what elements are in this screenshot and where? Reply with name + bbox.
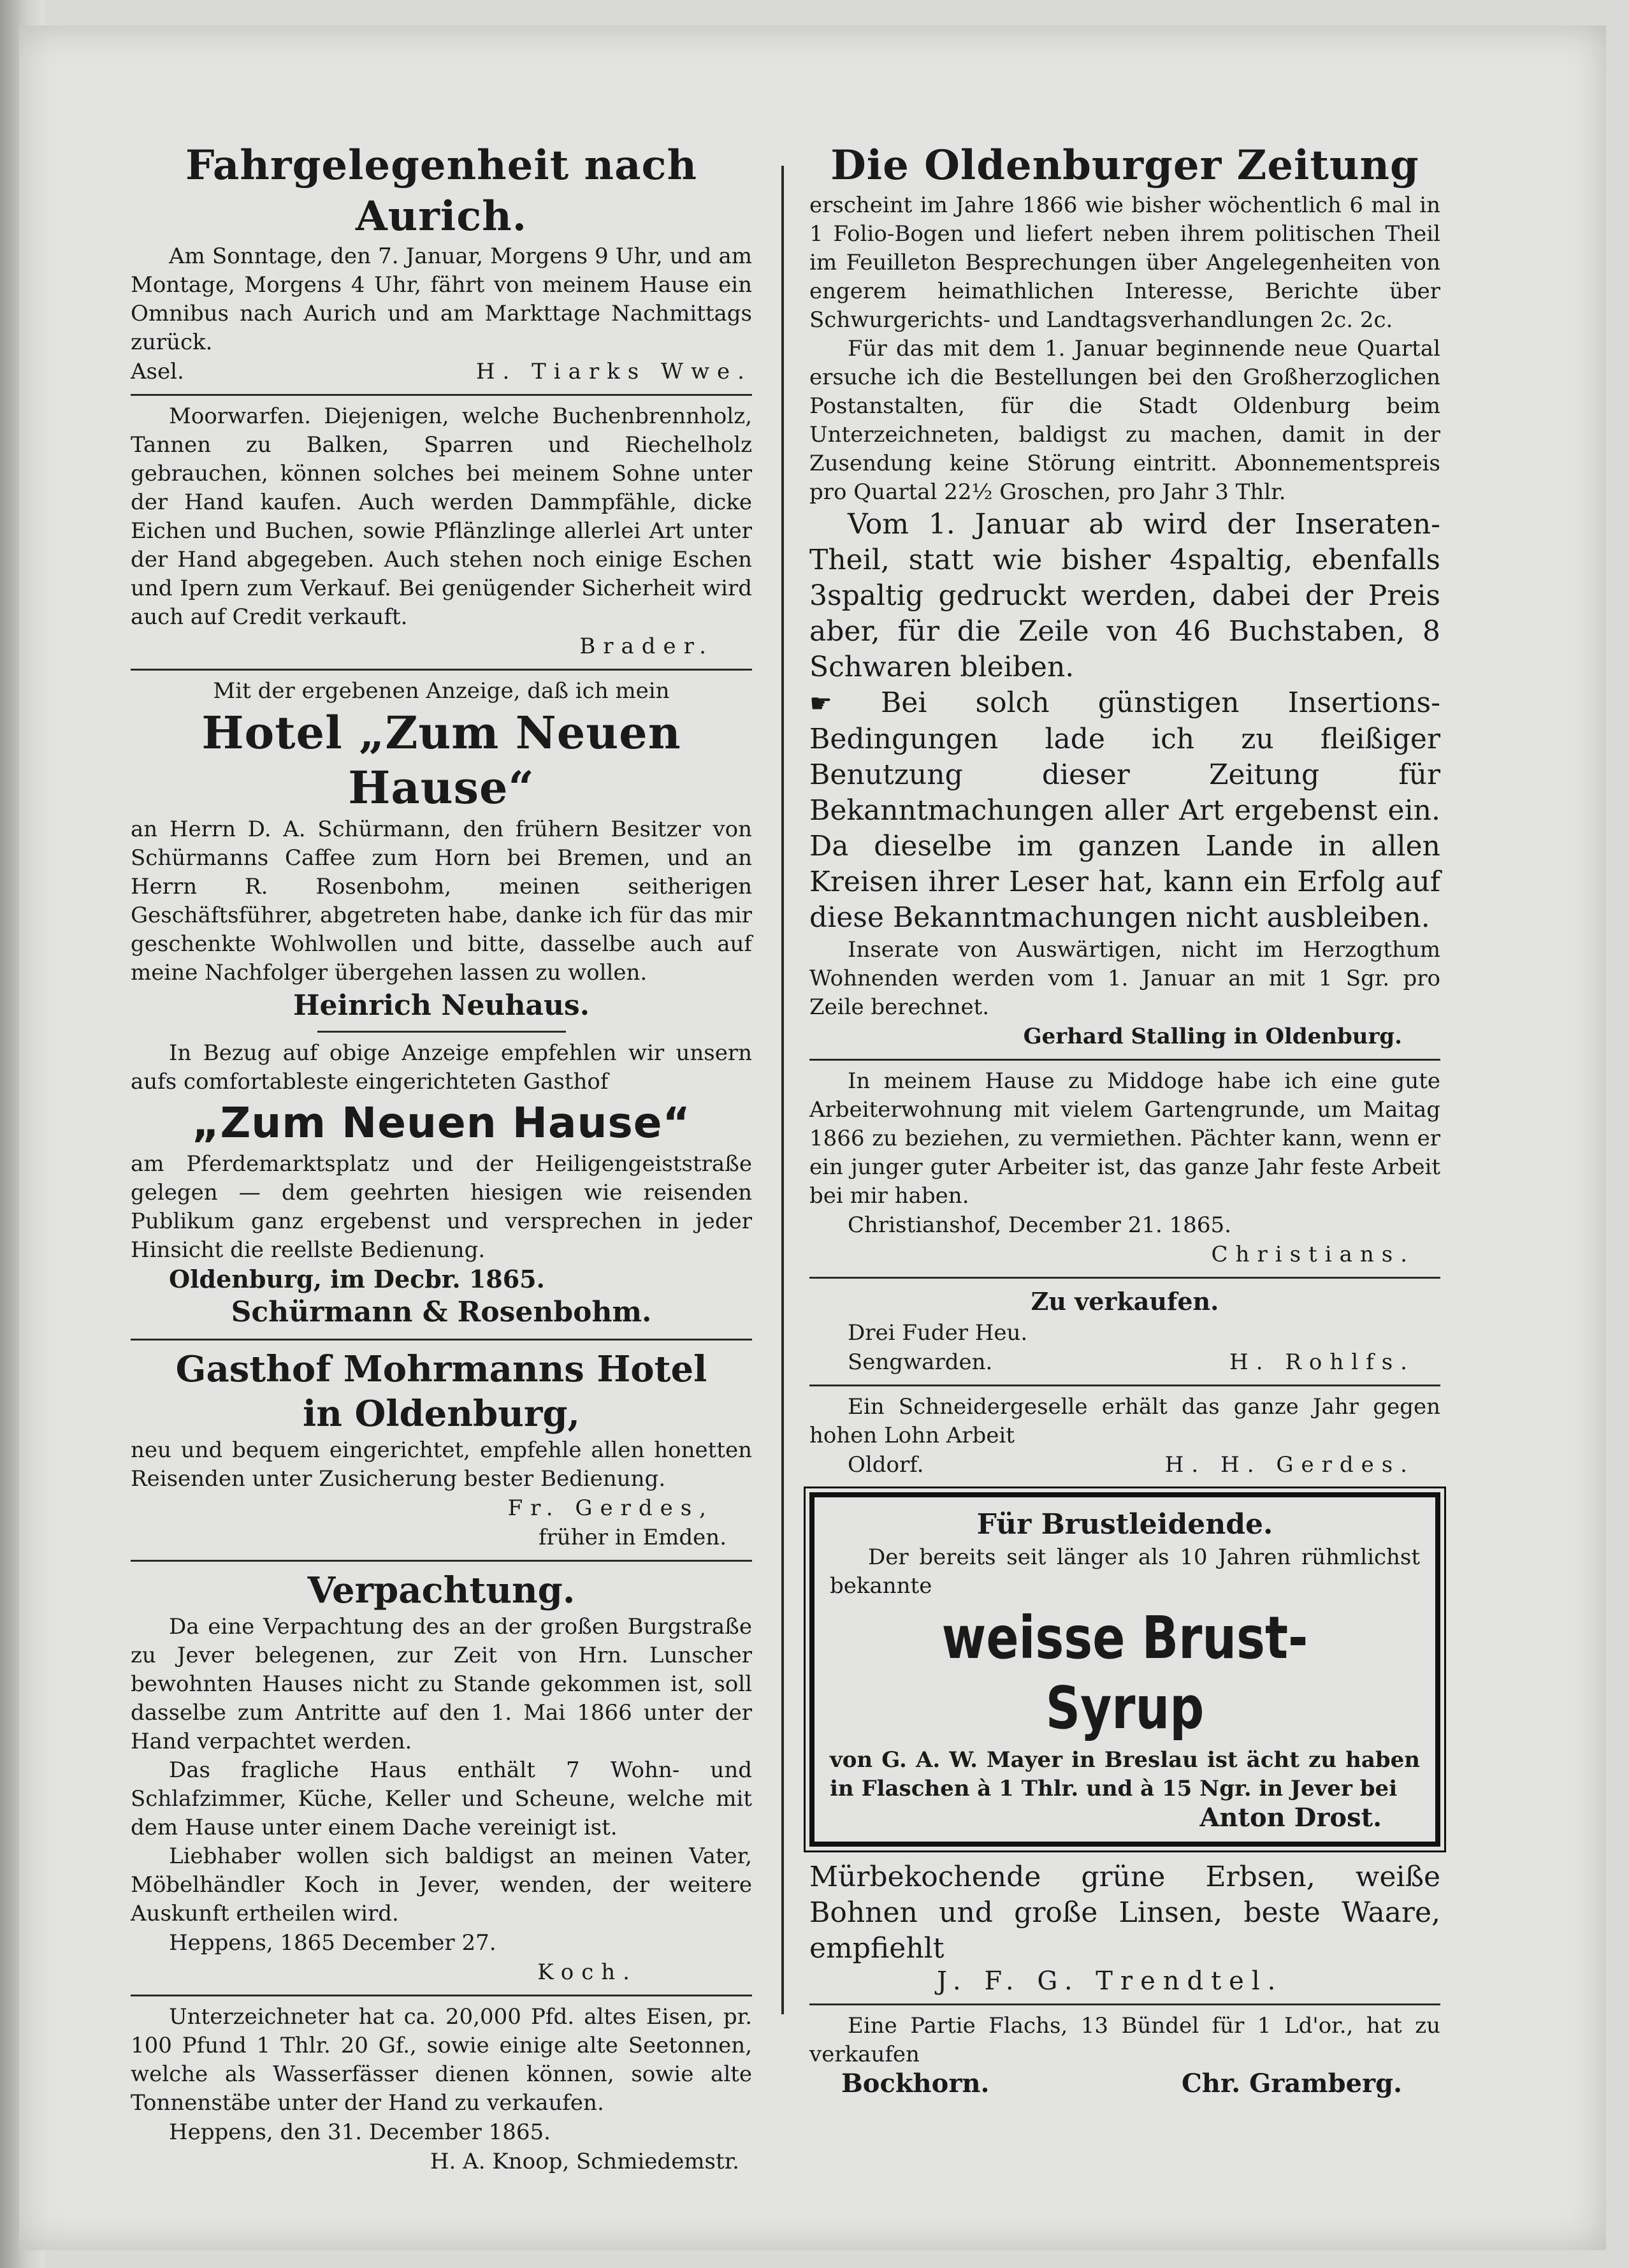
- ad-body: Bei solch günstigen Insertions-Bedingungen lade ich zu fleißiger Benutzung dieser Zeitung für Bekanntmachungen aller Art ergebenst ein. Da dieselbe im ganzen Lande in allen Kreisen ihrer Leser hat, kann ein Erfolg auf diese Bekanntmachungen nicht ausbleiben.: [809, 687, 1440, 934]
- ad-signature: Gerhard Stalling in Oldenburg.: [1023, 1024, 1402, 1049]
- left-column: [131, 140, 752, 2176]
- ad-body: Der bereits seit länger als 10 Jahren rühmlichst bekannte: [830, 1545, 1420, 1599]
- ad-body: Vom 1. Januar ab wird der Inseraten-Theil, statt wie bisher 4spaltig, ebenfalls 3spaltig gedruckt werden, dabei der Preis aber, für die Zeile von 46 Buchstaben, 8 Schwaren bleiben.: [809, 508, 1440, 683]
- ad-signature: H. H. Gerdes.: [1164, 1452, 1415, 1478]
- ad-signature: Heinrich Neuhaus.: [293, 989, 590, 1022]
- ad-title: in Oldenburg,: [302, 1393, 581, 1435]
- ad-signature: Anton Drost.: [1199, 1803, 1382, 1833]
- ad-moorwarfen: [131, 402, 752, 661]
- ad-body: von G. A. W. Mayer in Breslau ist ächt zu haben in Flaschen à 1 Thlr. und à 15 Ngr. in Jever bei: [830, 1747, 1420, 1801]
- ad-flachs: [809, 2012, 1440, 2098]
- right-column: [809, 140, 1440, 2098]
- ad-zu-verkaufen: [809, 1285, 1440, 1377]
- product-name: weisse Brust-Syrup: [941, 1604, 1308, 1742]
- ad-body: Da eine Verpachtung des an der großen Burgstraße zu Jever belegenen, zur Zeit von Hrn. Lunscher bewohnten Hauses nicht zu Stande gekommen ist, soll dasselbe zum Antritte auf den 1. Mai 1866 unter der Hand verpachtet werden.: [131, 1614, 752, 1754]
- ad-place: Oldorf.: [848, 1452, 924, 1478]
- ad-schneidergeselle: [809, 1393, 1440, 1479]
- ad-body: Unterzeichneter hat ca. 20,000 Pfd. altes Eisen, pr. 100 Pfund 1 Thlr. 20 Gf., sowie einige alte Seetonnen, welche als Wasserfässer dienen können, sowie alte Tonnenstäbe unter der Hand zu verkaufen.: [131, 2004, 752, 2116]
- ad-eisen: [131, 2003, 752, 2176]
- separator-rule: [809, 1385, 1440, 1386]
- ad-body: Inserate von Auswärtigen, nicht im Herzogthum Wohnenden werden vom 1. Januar an mit 1 Sgr. pro Zeile berechnet.: [809, 937, 1440, 1020]
- separator-rule: [809, 2003, 1440, 2005]
- ad-body: Drei Fuder Heu.: [848, 1320, 1028, 1346]
- ad-title: Gasthof Mohrmanns Hotel: [175, 1348, 707, 1390]
- ad-title: Fahrgelegenheit nach Aurich.: [185, 142, 698, 240]
- ad-signature: Fr. Gerdes,: [507, 1495, 714, 1521]
- ad-signature: J. F. G. Trendtel.: [937, 1966, 1284, 1996]
- ad-signature-sub: früher in Emden.: [538, 1525, 727, 1550]
- ad-signature: H. Rohlfs.: [1229, 1349, 1415, 1375]
- ad-body: In meinem Hause zu Middoge habe ich eine gute Arbeiterwohnung mit vielem Gartengrunde, um Maitag 1866 zu beziehen, zu vermiethen. Pächter kann, wenn er ein junger guter Arbeiter ist, das ganze Jahr feste Arbeit bei mir haben.: [809, 1068, 1440, 1209]
- ad-hotel-neuen-hause: [131, 677, 752, 1331]
- separator-rule: [131, 669, 752, 671]
- separator-rule: [317, 1031, 566, 1033]
- ad-title: „Zum Neuen Hause“: [192, 1098, 691, 1147]
- ad-signature: H. Tiarks Wwe.: [475, 359, 752, 384]
- ad-signature: H. A. Knoop, Schmiedemstr.: [430, 2149, 739, 2174]
- separator-rule: [131, 1560, 752, 1562]
- ad-body: Liebhaber wollen sich baldigst an meinen Vater, Möbelhändler Koch in Jever, wenden, der weitere Auskunft ertheilen wird.: [131, 1843, 752, 1926]
- ad-body: Das fragliche Haus enthält 7 Wohn- und Schlafzimmer, Küche, Keller und Scheune, welche mit dem Hause unter einem Dache vereinigt ist.: [131, 1757, 752, 1840]
- ad-title: Für Brustleidende.: [976, 1508, 1273, 1541]
- ad-place: Asel.: [131, 359, 184, 384]
- ad-dateline: Oldenburg, im Decbr. 1865.: [169, 1265, 545, 1293]
- ad-place: Bockhorn.: [841, 2068, 990, 2098]
- ad-brust-syrup-box: [809, 1492, 1440, 1847]
- ad-mohrmanns-hotel: [131, 1347, 752, 1552]
- ad-signature: Christians.: [1211, 1242, 1415, 1267]
- ad-verpachtung: [131, 1568, 752, 1987]
- ad-erbsen: [809, 1859, 1440, 1996]
- ad-fahrgelegenheit: [131, 140, 752, 386]
- separator-rule: [131, 1339, 752, 1341]
- ad-body: In Bezug auf obige Anzeige empfehlen wir unsern aufs comfortableste eingerichteten Gasthof: [131, 1040, 752, 1094]
- ad-title: Die Oldenburger Zeitung: [830, 142, 1419, 189]
- ad-title: Hotel „Zum Neuen Hause“: [201, 706, 681, 814]
- column-divider: [781, 166, 784, 2014]
- ad-signature: Koch.: [537, 1959, 637, 1985]
- ad-body: Eine Partie Flachs, 13 Bündel für 1 Ld'or., hat zu verkaufen: [809, 2013, 1440, 2067]
- ad-body: Mürbekochende grüne Erbsen, weiße Bohnen und große Linsen, beste Waare, empfiehlt: [809, 1861, 1440, 1965]
- ad-title: Zu verkaufen.: [1031, 1287, 1219, 1316]
- pointing-hand-icon: ☛: [809, 689, 832, 718]
- ad-body: Am Sonntage, den 7. Januar, Morgens 9 Uhr, und am Montage, Morgens 4 Uhr, fährt von meinem Hause ein Omnibus nach Aurich und am Markttage Nachmittags zurück.: [131, 244, 752, 355]
- ad-place: Sengwarden.: [848, 1349, 993, 1375]
- ad-body: Moorwarfen. Diejenigen, welche Buchenbrennholz, Tannen zu Balken, Sparren und Riechelholz gebrauchen, können solches bei meinem Sohne unter der Hand kaufen. Auch werden Dammpfähle, dicke Eichen und Buchen, sowie Pflänzlinge allerlei Art unter der Hand abgegeben. Auch stehen noch einige Eschen und Ipern zum Verkauf. Bei genügender Sicherheit wird auch auf Credit verkauft.: [131, 403, 752, 630]
- ad-signature: Brader.: [579, 634, 714, 659]
- ad-title: Verpachtung.: [307, 1569, 576, 1611]
- ad-signature: Schürmann & Rosenbohm.: [231, 1296, 652, 1328]
- ad-body: Für das mit dem 1. Januar beginnende neue Quartal ersuche ich die Bestellungen bei den Großherzoglichen Postanstalten, für die Stadt Oldenburg beim Unterzeichneten, baldigst zu machen, damit in der Zusendung keine Störung eintritt. Abonnementspreis pro Quartal 22½ Groschen, pro Jahr 3 Thlr.: [809, 336, 1440, 505]
- ad-arbeiterwohnung: [809, 1067, 1440, 1269]
- ad-body: am Pferdemarktsplatz und der Heiligengeiststraße gelegen — dem geehrten hiesigen wie reisenden Publikum ganz ergebenst und versprechen in jeder Hinsicht die reellste Bedienung.: [131, 1151, 752, 1263]
- separator-rule: [131, 1995, 752, 1996]
- ad-body: Ein Schneidergeselle erhält das ganze Jahr gegen hohen Lohn Arbeit: [809, 1394, 1440, 1448]
- ad-body: neu und bequem eingerichtet, empfehle allen honetten Reisenden unter Zusicherung bester Bedienung.: [131, 1437, 752, 1492]
- ad-signature: Chr. Gramberg.: [1181, 2068, 1402, 2098]
- separator-rule: [131, 394, 752, 396]
- ad-dateline: Christianshof, December 21. 1865.: [848, 1212, 1231, 1238]
- ad-body: erscheint im Jahre 1866 wie bisher wöchentlich 6 mal in 1 Folio-Bogen und liefert neben ihrem politischen Theil im Feuilleton Besprechungen über Angelegenheiten von engerem heimathlichen Interesse, Berichte über Schwurgerichts- und Landtagsverhandlungen 2c. 2c.: [809, 193, 1440, 333]
- ad-intro: Mit der ergebenen Anzeige, daß ich mein: [213, 678, 670, 704]
- ad-dateline: Heppens, den 31. December 1865.: [169, 2119, 551, 2145]
- ad-oldenburger-zeitung: [809, 140, 1440, 1051]
- separator-rule: [809, 1277, 1440, 1279]
- ad-dateline: Heppens, 1865 December 27.: [169, 1930, 496, 1956]
- separator-rule: [809, 1059, 1440, 1061]
- ad-body: an Herrn D. A. Schürmann, den frühern Besitzer von Schürmanns Caffee zum Horn bei Bremen, und an Herrn R. Rosenbohm, meinen seitherigen Geschäftsführer, abgetreten habe, danke ich für das mir geschenkte Wohlwollen und bitte, dasselbe auch auf meine Nachfolger übergehen lassen zu wollen.: [131, 817, 752, 985]
